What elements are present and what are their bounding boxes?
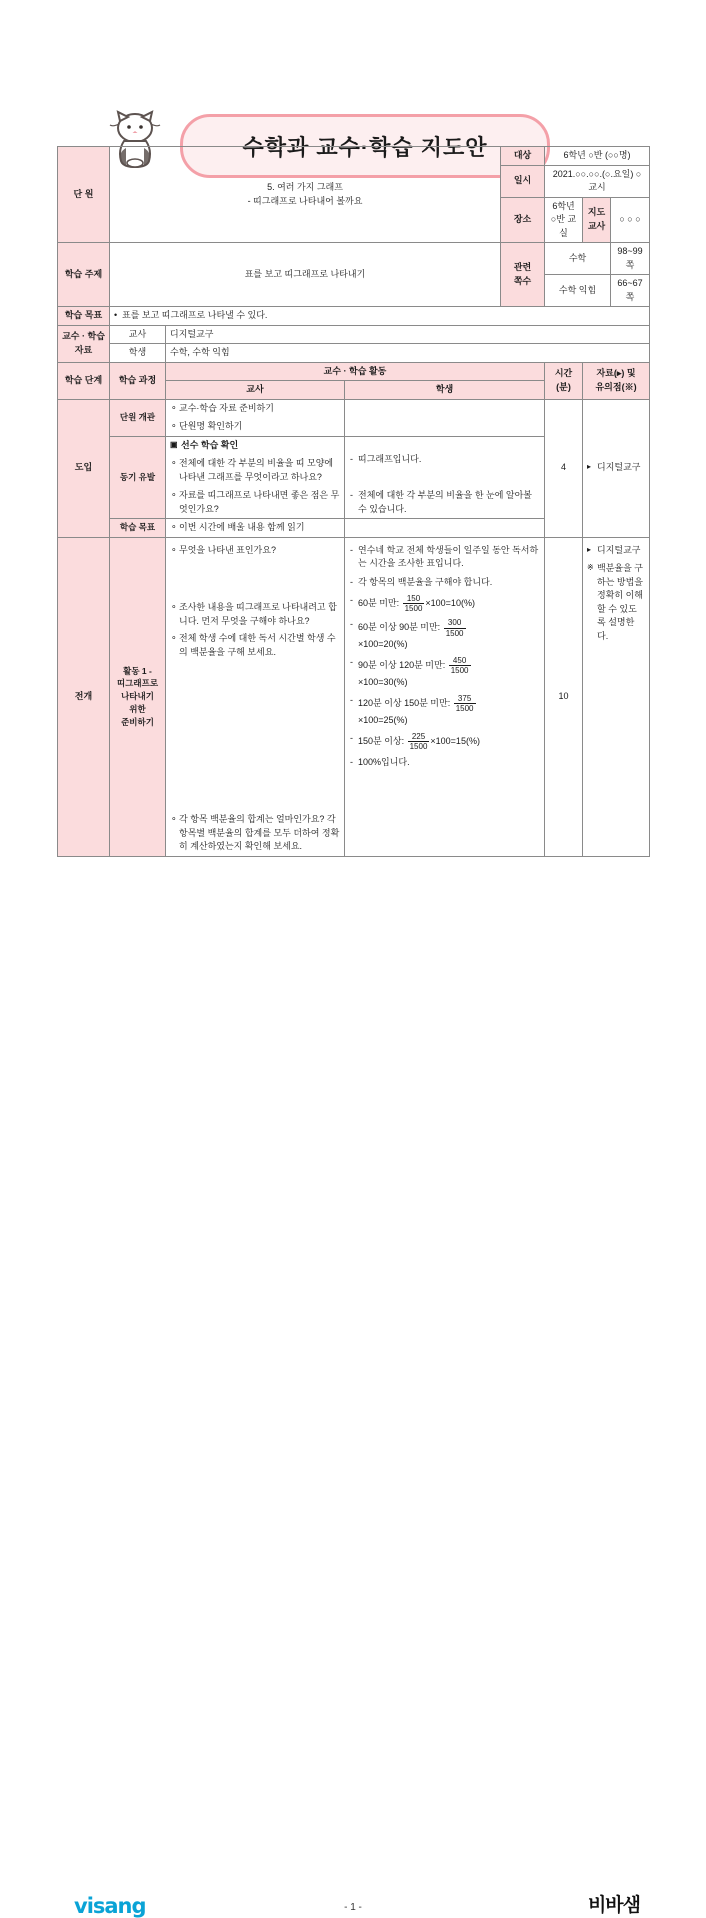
activity-item: - 전체에 대한 각 부분의 비율을 한 눈에 알아볼 수 있습니다.: [349, 489, 540, 516]
unit-label: 단 원: [58, 147, 110, 243]
topic-label: 학습 주제: [58, 243, 110, 307]
process-line: 준비하기: [121, 716, 154, 727]
process-unit-overview: 단원 개관: [110, 399, 166, 436]
topic-value: 표를 보고 띠그래프로 나타내기: [110, 243, 501, 307]
activity-item: ∘ 교수·학습 자료 준비하기: [170, 402, 340, 416]
fraction-pre: 60분 미만:: [358, 598, 402, 609]
process-line: 띠그래프로: [116, 678, 159, 689]
activity-item: ▣ 선수 학습 확인: [170, 439, 340, 453]
teacher-value: ○ ○ ○: [611, 197, 650, 243]
table-row: [58, 325, 650, 344]
activity-item: - 띠그래프입니다.: [349, 453, 540, 467]
process-line: 위한: [129, 703, 146, 714]
material-development: [583, 537, 650, 856]
col-time-line1: 시간: [554, 368, 573, 378]
col-material: [583, 362, 650, 399]
fraction-denominator: 1500: [450, 666, 469, 676]
related-book-2: 수학 익힘: [545, 275, 611, 307]
related-pages-label-line2: 쪽수: [513, 275, 532, 286]
table-row: [58, 243, 650, 275]
activity-item: ∘ 무엇을 나타낸 표인가요?: [170, 544, 340, 558]
time-development: 10: [545, 537, 583, 856]
activity-item-fraction: [349, 694, 540, 727]
document-footer: [0, 944, 706, 1918]
material-what-2: 수학, 수학 익힘: [166, 344, 650, 363]
place-value: 6학년 ○반 교실: [545, 197, 583, 243]
fraction-numerator: 225: [408, 732, 430, 742]
process-motivation: 동기 유발: [110, 436, 166, 519]
activity-item-fraction: [349, 618, 540, 651]
activity-item: ∘ 전체에 대한 각 부분의 비율을 띠 모양에 나타낸 그래프를 무엇이라고 하나요?: [170, 457, 340, 484]
fraction-denominator: 1500: [445, 628, 464, 638]
material-item: ▸ 디지털교구: [587, 461, 645, 475]
material-item: ※ 백분율을 구하는 방법을 정확히 이해할 수 있도록 설명한다.: [587, 562, 645, 643]
teacher-activity-learning-goal: [166, 519, 345, 538]
col-material-line1: 자료(▸) 및: [596, 368, 636, 378]
activity-item: ∘ 단원명 확인하기: [170, 420, 340, 434]
col-time: [545, 362, 583, 399]
material-label-line2: 자료: [74, 344, 93, 355]
activity-item: ∘ 전체 학생 수에 대한 독서 시간별 학생 수의 백분율을 구해 보세요.: [170, 632, 340, 659]
activity-item: - 각 항목의 백분율을 구해야 합니다.: [349, 576, 540, 590]
col-student: 학생: [345, 381, 545, 400]
student-activity-learning-goal: [345, 519, 545, 538]
material-who-1: 교사: [110, 325, 166, 344]
fraction-denominator: 1500: [409, 742, 428, 752]
teacher-activity-motivation: [166, 436, 345, 519]
fraction-numerator: 300: [444, 618, 466, 628]
related-pages-label: [501, 243, 545, 307]
activity-item-fraction: [349, 732, 540, 751]
col-process: 학습 과정: [110, 362, 166, 399]
material-label: [58, 325, 110, 362]
activity-item: - 연수네 학교 전체 학생들이 일주일 동안 독서하는 시간을 조사한 표입니다.: [349, 544, 540, 571]
fraction-denominator: 1500: [455, 704, 474, 714]
fraction-numerator: 150: [403, 594, 425, 604]
lesson-plan-table: [57, 146, 650, 857]
table-row: [58, 147, 650, 166]
bibasam-logo: 비바샘: [587, 1895, 640, 1916]
place-label: 장소: [501, 197, 545, 243]
col-teacher: 교사: [166, 381, 345, 400]
fraction-post: ×100=20(%): [358, 638, 408, 649]
fraction-post: ×100=30(%): [358, 676, 408, 687]
material-intro: [583, 399, 650, 537]
page-title-text: 수학과 교수·학습 지도안: [242, 134, 488, 160]
process-activity-1: [110, 537, 166, 856]
related-pages-2: 66~67쪽: [611, 275, 650, 307]
teacher-label: 지도 교사: [583, 197, 611, 243]
related-pages-label-line1: 관련: [513, 262, 532, 272]
activity-item: - 100%입니다.: [349, 756, 540, 770]
material-who-2: 학생: [110, 344, 166, 363]
student-activity-unit-overview: [345, 399, 545, 436]
date-label: 일시: [501, 165, 545, 197]
col-stage: 학습 단계: [58, 362, 110, 399]
fraction-pre: 120분 이상 150분 미만:: [358, 698, 453, 709]
process-line: 활동 1 -: [123, 665, 152, 676]
col-material-line2: 유의점(※): [595, 381, 637, 392]
fraction-numerator: 450: [449, 656, 471, 666]
page-number: - 1 -: [344, 1902, 362, 1913]
student-activity-development: [345, 537, 545, 856]
activity-item-fraction: [349, 594, 540, 613]
unit-value-line2: - 띠그래프로 나타내어 볼까요: [247, 195, 363, 206]
col-activity: 교수 · 학습 활동: [166, 362, 545, 381]
fraction-post: ×100=10(%): [425, 598, 475, 609]
goal-value-cell: [110, 307, 650, 326]
activity-item: ∘ 조사한 내용을 띠그래프로 나타내려고 합니다. 먼저 무엇을 구해야 하나요?: [170, 601, 340, 628]
fraction: [454, 694, 476, 713]
teacher-activity-unit-overview: [166, 399, 345, 436]
activity-item: ∘ 자료를 띠그래프로 나타내면 좋은 점은 무엇인가요?: [170, 489, 340, 516]
date-value: 2021.○○.○○.(○.요일) ○교시: [545, 165, 650, 197]
activity-item: ∘ 각 항목 백분율의 합계는 얼마인가요? 각 항목별 백분율의 합계를 모두 더하여 정확히 계산하였는지 확인해 보세요.: [170, 813, 340, 854]
activity-item-fraction: [349, 656, 540, 689]
fraction: [403, 594, 425, 613]
goal-value: • 표를 보고 띠그래프로 나타낼 수 있다.: [114, 310, 267, 320]
material-what-1: 디지털교구: [166, 325, 650, 344]
table-row: [58, 307, 650, 326]
time-intro: 4: [545, 399, 583, 537]
target-value: 6학년 ○반 (○○명): [545, 147, 650, 166]
activity-item: ∘ 이번 시간에 배울 내용 함께 읽기: [170, 521, 340, 535]
col-time-line2: (분): [556, 381, 571, 392]
table-row: [58, 537, 650, 856]
table-row: [58, 399, 650, 436]
teacher-activity-development: [166, 537, 345, 856]
stage-development: 전개: [58, 537, 110, 856]
related-pages-1: 98~99쪽: [611, 243, 650, 275]
process-learning-goal: 학습 목표: [110, 519, 166, 538]
fraction-pre: 60분 이상 90분 미만:: [358, 622, 443, 633]
related-book-1: 수학: [545, 243, 611, 275]
fraction-numerator: 375: [454, 694, 476, 704]
material-label-line1: 교수 · 학습: [62, 331, 105, 341]
fraction-pre: 150분 이상:: [358, 736, 407, 747]
fraction-post: ×100=25(%): [358, 714, 408, 725]
student-activity-motivation: [345, 436, 545, 519]
fraction-post: ×100=15(%): [430, 736, 480, 747]
visang-logo: visang: [74, 1894, 146, 1918]
fraction: [449, 656, 471, 675]
table-row: [58, 344, 650, 363]
process-line: 나타내기: [121, 691, 154, 702]
fraction-denominator: 1500: [404, 604, 423, 614]
fraction: [444, 618, 466, 637]
unit-value-line1: 5. 여러 가지 그래프: [267, 182, 343, 192]
table-header-row: [58, 362, 650, 381]
target-label: 대상: [501, 147, 545, 166]
material-item: ▸ 디지털교구: [587, 544, 645, 558]
fraction: [408, 732, 430, 751]
unit-value-cell: [110, 147, 501, 243]
goal-label: 학습 목표: [58, 307, 110, 326]
stage-intro: 도입: [58, 399, 110, 537]
fraction-pre: 90분 이상 120분 미만:: [358, 660, 448, 671]
